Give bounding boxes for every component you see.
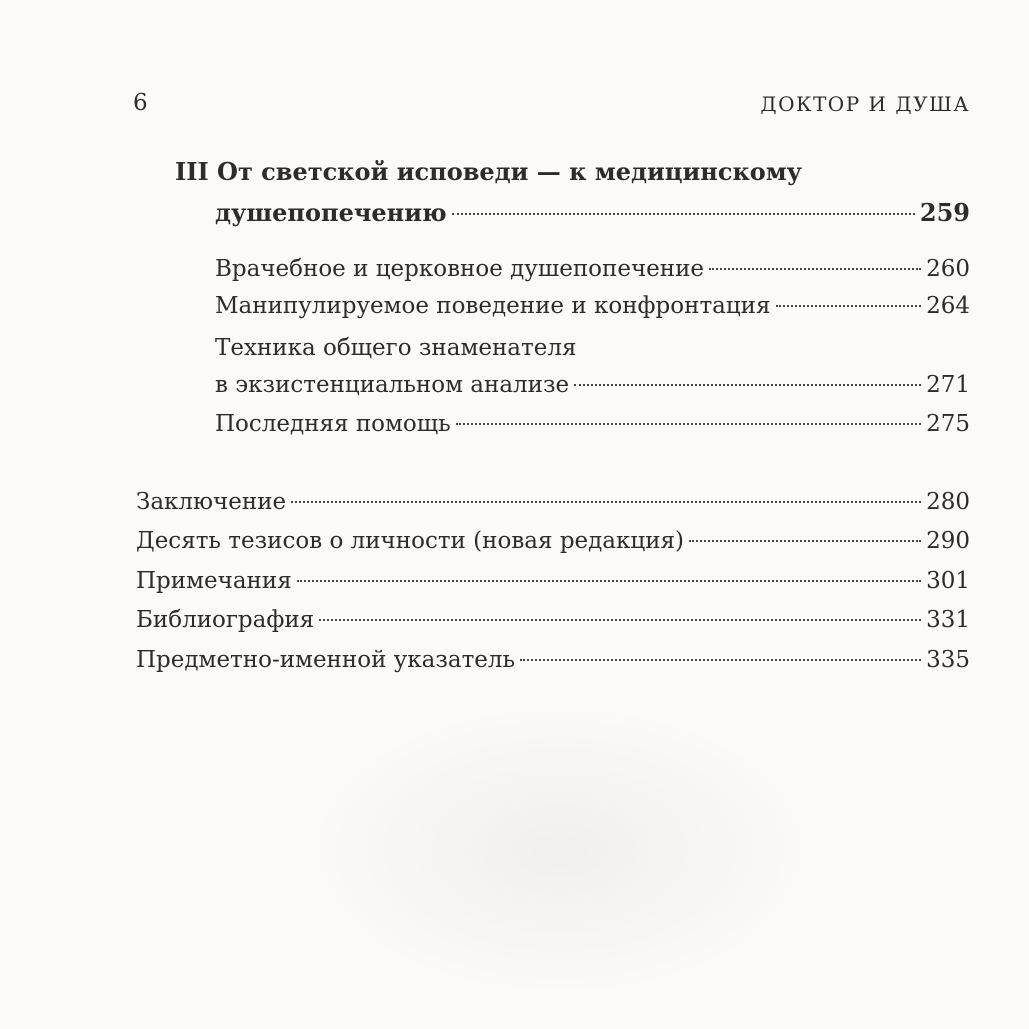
toc-entry — [136, 645, 970, 675]
toc-entry-page: 280 — [926, 489, 970, 515]
dot-leader — [776, 305, 922, 307]
dot-leader — [452, 213, 915, 215]
toc-entry-title-line1: Техника общего знаменателя — [215, 335, 577, 361]
dot-leader — [709, 268, 921, 270]
section-heading-line1 — [175, 157, 802, 187]
page-number: 6 — [133, 90, 148, 116]
toc-entry-page: 301 — [926, 568, 970, 594]
toc-entry — [215, 370, 970, 400]
dot-leader — [297, 580, 921, 582]
toc-entry-page: 260 — [926, 256, 970, 282]
toc-entry-title: Манипулируемое поведение и конфронтация — [215, 293, 771, 319]
toc-entry — [215, 291, 970, 321]
toc-entry-title: Врачебное и церковное душепопечение — [215, 256, 705, 282]
show-through-shadow — [300, 700, 820, 1000]
toc-entry — [136, 605, 970, 635]
toc-entry-title: Последняя помощь — [215, 411, 451, 437]
toc-entry-title: Десять тезисов о личности (новая редакция) — [136, 528, 685, 554]
dot-leader — [291, 501, 921, 503]
dot-leader — [456, 423, 921, 425]
toc-entry-title: Библиография — [136, 607, 315, 633]
dot-leader — [520, 659, 921, 661]
toc-entry-title: Примечания — [136, 568, 292, 594]
section-title-line1: От светской исповеди — к медицинскому — [217, 157, 803, 186]
toc-entry-title: Заключение — [136, 489, 287, 515]
toc-entry-title-line2: в экзистенциальном анализе — [215, 372, 570, 398]
toc-entry — [136, 566, 970, 596]
toc-entry — [136, 526, 970, 556]
section-page-ref: 259 — [919, 198, 970, 227]
toc-entry — [136, 487, 970, 517]
toc-entry-page: 275 — [926, 411, 970, 437]
section-heading-line2 — [215, 198, 970, 228]
toc-entry-page: 264 — [926, 293, 970, 319]
toc-entry — [215, 409, 970, 439]
dot-leader — [319, 619, 921, 621]
section-numeral: III — [175, 157, 209, 186]
toc-entry-page: 290 — [926, 528, 970, 554]
toc-entry-page: 331 — [926, 607, 970, 633]
dot-leader — [574, 384, 921, 386]
dot-leader — [689, 540, 921, 542]
running-head: ДОКТОР И ДУША — [760, 92, 970, 116]
section-title-line2: душепопечению — [215, 198, 447, 227]
toc-entry-title: Предметно-именной указатель — [136, 647, 516, 673]
toc-entry-page: 271 — [926, 372, 970, 398]
toc-entry-page: 335 — [926, 647, 970, 673]
toc-entry — [215, 254, 970, 284]
